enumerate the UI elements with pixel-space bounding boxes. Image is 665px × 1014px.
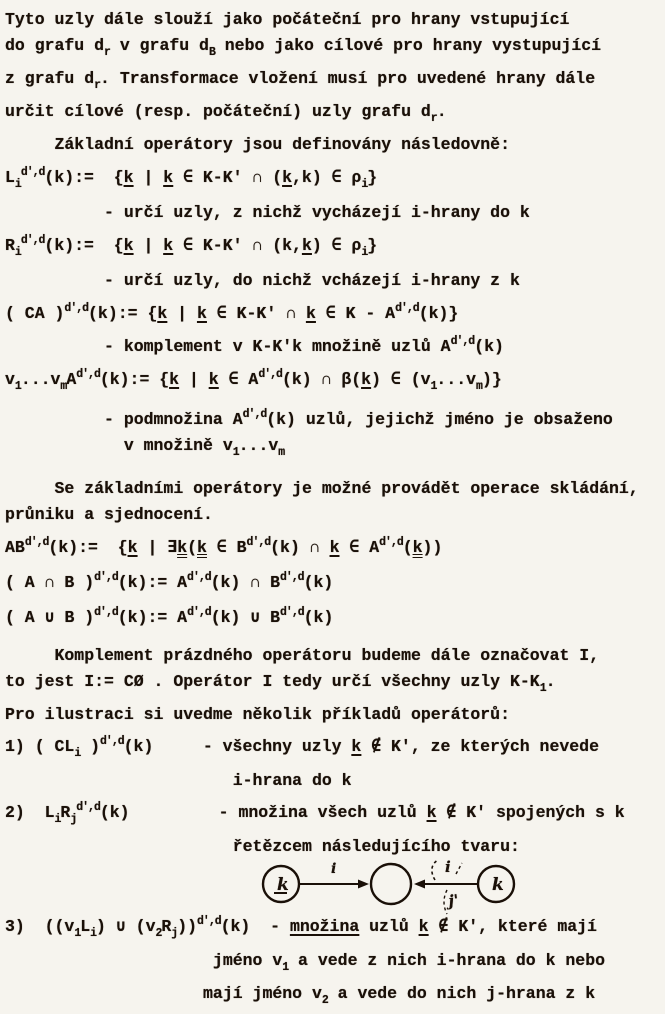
underlined-symbol: k <box>177 538 188 557</box>
underlined-symbol: k <box>418 917 429 936</box>
subscript: 2 <box>155 927 162 940</box>
superscript: d',d <box>24 536 49 549</box>
superscript: d',d <box>20 234 45 247</box>
superscript: d',d <box>197 915 221 928</box>
superscript: d',d <box>242 408 267 421</box>
i-edge-label: i <box>331 861 337 877</box>
superscript: d',d <box>450 335 475 348</box>
text-line: to jest I:= CØ . Operátor I tedy určí všechny uzly $K-K_1$. <box>5 672 556 695</box>
underlined-symbol: k <box>208 370 219 389</box>
subscript: 1 <box>282 961 289 974</box>
subscript: B <box>208 46 215 59</box>
superscript: d',d <box>94 571 118 584</box>
subscript: i <box>14 178 21 191</box>
superscript: d',d <box>76 801 100 814</box>
text-line: Se základními operátory je možné provádět operace skládání, <box>5 479 639 498</box>
subscript: m <box>60 380 67 393</box>
annotation-bottom-label: j' <box>447 891 460 910</box>
text-line: Komplement prázdného operátoru budeme dále označovat I, <box>5 646 600 665</box>
subscript: 1 <box>232 446 239 459</box>
text-line: 1) ( $CL_i$ )$^{d',d}$(k) - všechny uzly k ∉ K', ze kterých nevede <box>5 735 599 760</box>
subscript: 1 <box>14 380 21 393</box>
annotation-dash <box>456 863 462 874</box>
text-line: 3) ($(v_1L_i)$ ∪ $(v_2R_j))^{d',d}(k)$ - množina uzlů k ∉ K', které mají <box>5 915 597 940</box>
text-line: průniku a sjednocení. <box>5 505 213 524</box>
annotation-dashed-paren <box>432 860 438 880</box>
text-line: do grafu $d_r$ v grafu $d_B$ nebo jako cílové pro hrany vystupující <box>5 36 602 59</box>
superscript: d',d <box>246 536 271 549</box>
superscript: d',d <box>395 302 419 315</box>
subscript: 1 <box>74 927 81 940</box>
underlined-symbol: množina <box>289 917 360 936</box>
superscript: d',d <box>76 368 100 381</box>
subscript: r <box>430 112 437 125</box>
text-line: Pro ilustraci si uvedme několik příkladů operátorů: <box>5 705 510 724</box>
text-line: jméno $v_1$ a vede z nich i-hrana do k nebo <box>5 951 606 974</box>
middle-node-circle <box>371 864 411 904</box>
underlined-symbol: k <box>197 538 207 557</box>
underlined-symbol: k <box>157 304 168 323</box>
j-edge-arrowhead <box>414 880 425 889</box>
text-line: mají jméno $v_2$ a vede do nich j-hrana z k <box>5 984 596 1007</box>
subscript: i <box>361 246 368 259</box>
underlined-symbol: k <box>169 370 180 389</box>
subscript: r <box>94 79 101 92</box>
chain-diagram <box>257 860 661 908</box>
left-node-label: k <box>277 875 289 895</box>
subscript: m <box>476 380 482 393</box>
subscript: 1 <box>430 380 437 393</box>
text-block-bottom <box>5 908 661 1014</box>
underlined-symbol: k <box>163 168 174 187</box>
text-line: 2) $L_iR_j^{d',d}(k)$ - množina všech uzlů k ∉ K' spojených s k <box>5 801 625 826</box>
text-line: - podmnožina $A^{d',d}(k)$ uzlů, jejichž jméno je obsaženo <box>5 408 613 429</box>
subscript: 2 <box>321 994 328 1007</box>
subscript: j <box>70 813 77 826</box>
underlined-symbol: k <box>351 737 362 756</box>
text-line: i-hrana do k <box>5 771 352 790</box>
superscript: d',d <box>379 536 403 549</box>
text-line: řetězcem následujícího tvaru: <box>5 837 520 856</box>
text-line: určit cílové (resp. počáteční) uzly grafu $d_r$. <box>5 102 447 125</box>
superscript: d',d <box>20 166 45 179</box>
text-line: Základní operátory jsou definovány následovně: <box>5 135 510 154</box>
right-node-label: k <box>492 875 504 895</box>
i-edge-arrowhead <box>358 880 369 889</box>
subscript: i <box>90 927 97 940</box>
subscript: i <box>14 246 21 259</box>
text-line: ( A ∪ B )$^{d',d}$(k):= $A^{d',d}(k)$ ∪ $B^{d',d}(k)$ <box>5 606 334 627</box>
superscript: d',d <box>280 606 304 619</box>
underlined-symbol: k <box>412 538 423 557</box>
text-line: - určí uzly, z nichž vycházejí i-hrany do k <box>5 203 530 222</box>
superscript: d',d <box>64 302 89 315</box>
superscript: d',d <box>94 606 118 619</box>
subscript: m <box>278 446 285 459</box>
superscript: d',d <box>258 368 282 381</box>
subscript: i <box>54 813 61 826</box>
subscript: j <box>171 927 178 940</box>
subscript: i <box>74 747 81 760</box>
text-line: - určí uzly, do nichž vcházejí i-hrany z k <box>5 271 520 290</box>
text-line: $L_i^{d',d}(k):= \{k$ | k ∈ K-K' ∩ (k,k) ∈ $\rho_i$} <box>5 166 378 191</box>
underlined-symbol: k <box>123 168 134 187</box>
underlined-symbol: k <box>329 538 340 557</box>
underlined-symbol: k <box>426 803 437 822</box>
text-line: ( CA )$^{d',d}$(k):= {k | k ∈ K-K' ∩ k ∈ K - $A^{d',d}(k)$} <box>5 302 459 323</box>
underlined-symbol: k <box>196 304 207 323</box>
underlined-symbol: k <box>127 538 138 557</box>
text-line: $v_1...v_mA^{d',d}(k):= \{k$ | k ∈ $A^{d',d}(k)$ ∩ β(k) ∈ $(v_1...v_m)$} <box>5 368 502 393</box>
underlined-symbol: k <box>163 236 174 255</box>
text-line: v množině $v_1...v_m$ <box>5 436 285 459</box>
annotation-top-label: i <box>445 858 451 876</box>
text-line: Tyto uzly dále slouží jako počáteční pro hrany vstupující <box>5 10 570 29</box>
subscript: r <box>104 46 110 59</box>
chain-diagram-svg <box>257 860 519 908</box>
superscript: d',d <box>279 571 304 584</box>
underlined-symbol: k <box>301 236 312 255</box>
underlined-symbol: k <box>282 168 293 187</box>
subscript: 1 <box>539 682 546 695</box>
text-line: - komplement v K-K'k množině uzlů $A^{d',d}(k)$ <box>5 335 504 356</box>
text-line: z grafu $d_r$. Transformace vložení musí pro uvedené hrany dále <box>5 69 596 92</box>
superscript: d',d <box>187 606 211 619</box>
underlined-symbol: k <box>361 370 372 389</box>
text-line: $R_i^{d',d}(k):= \{k$ | k ∈ K-K' ∩ (k,k) ∈ $\rho_i$} <box>5 234 378 259</box>
underlined-symbol: k <box>305 304 316 323</box>
text-line: ( A ∩ B )$^{d',d}$(k):= $A^{d',d}(k)$ ∩ $B^{d',d}(k)$ <box>5 571 334 592</box>
text-block-top <box>5 7 661 860</box>
underlined-symbol: k <box>123 236 134 255</box>
subscript: i <box>361 178 368 191</box>
superscript: d',d <box>187 571 211 584</box>
text-line: $AB^{d',d}(k):= \{k$ | ∃k(k ∈ $B^{d',d}(k)$ ∩ k ∈ $A^{d',d}(k)$) <box>5 536 443 557</box>
superscript: d',d <box>100 735 124 748</box>
